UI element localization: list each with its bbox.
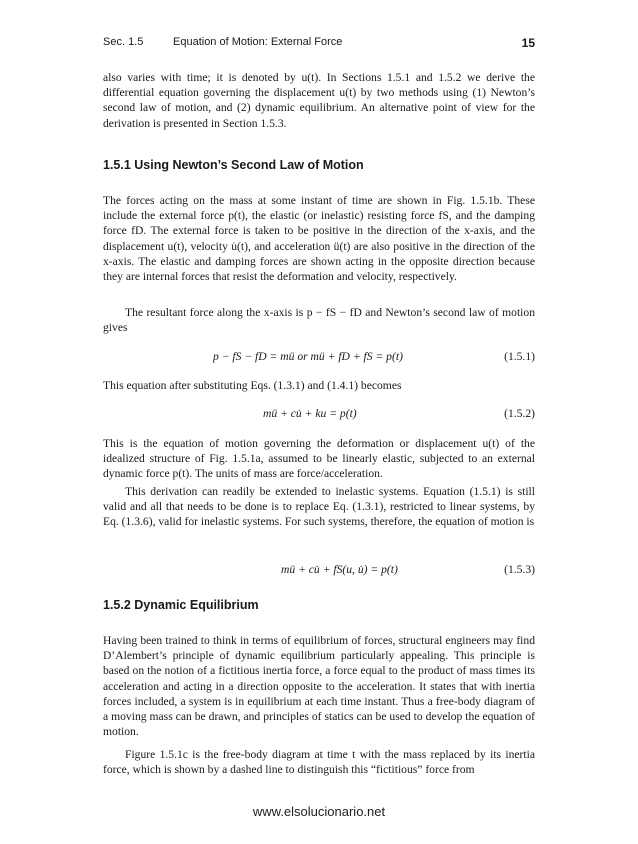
equation-number: (1.5.3)	[504, 563, 535, 576]
paragraph-resultant-force: The resultant force along the x-axis is p − fS − fD and Newton’s second law of motion gives	[103, 306, 535, 335]
paragraph-free-body-diagram: Figure 1.5.1c is the free-body diagram at time t with the mass replaced by its inertia force, which is shown by a dashed line to distinguish this “fictitious” force from	[103, 748, 535, 777]
chapter-section-title: Equation of Motion: External Force	[173, 36, 343, 48]
section-heading-1-5-2: 1.5.2 Dynamic Equilibrium	[103, 598, 259, 612]
equation-expression: p − fS − fD = mü or mü + fD + fS = p(t)	[213, 350, 403, 363]
page-number: 15	[521, 36, 535, 50]
section-heading-1-5-1: 1.5.1 Using Newton’s Second Law of Motion	[103, 158, 364, 172]
footer-watermark: www.elsolucionario.net	[252, 804, 386, 819]
paragraph-equation-of-motion: This is the equation of motion governing the deformation or displacement u(t) of the idealized structure of Fig. 1.5.1a, assumed to be linearly elastic, subjected to an external dynamic force p(t). The units of mass are force/acceleration.	[103, 437, 535, 481]
running-header	[103, 36, 535, 52]
paragraph-substitution: This equation after substituting Eqs. (1.3.1) and (1.4.1) becomes	[103, 379, 402, 392]
paragraph-forces: The forces acting on the mass at some instant of time are shown in Fig. 1.5.1b. These include the external force p(t), the elastic (or inelastic) resisting force fS, and the damping force fD. The external force is taken to be positive in the direction of the x-axis, and the displacement u(t), velocity u̇(t), and acceleration ü(t) are also positive in the direction of the x-axis. The elastic and damping forces are shown acting in the opposite direction because they are internal forces that resist the deformation and velocity, respectively.	[103, 194, 535, 284]
equation-1-5-3	[103, 563, 535, 579]
equation-1-5-1	[103, 350, 535, 366]
equation-expression: mü + cu̇ + ku = p(t)	[263, 407, 357, 420]
intro-paragraph: also varies with time; it is denoted by u(t). In Sections 1.5.1 and 1.5.2 we derive the differential equation governing the displacement u(t) by two methods using (1) Newton’s second law of motion, and (2) dynamic equilibrium. An alternative point of view for the derivation is presented in Section 1.5.3.	[103, 71, 535, 130]
equation-1-5-2	[103, 407, 535, 423]
equation-number: (1.5.2)	[504, 407, 535, 420]
equation-number: (1.5.1)	[504, 350, 535, 363]
equation-expression: mü + cu̇ + fS(u, u̇) = p(t)	[281, 563, 398, 576]
section-number: Sec. 1.5	[103, 36, 144, 48]
paragraph-inelastic-systems: This derivation can readily be extended to inelastic systems. Equation (1.5.1) is still valid and all that needs to be done is to replace Eq. (1.3.1), restricted to linear systems, by Eq. (1.3.6), valid for inelastic systems. For such systems, therefore, the equation of motion is	[103, 485, 535, 529]
paragraph-dalembert: Having been trained to think in terms of equilibrium of forces, structural engineers may find D’Alembert’s principle of dynamic equilibrium particularly appealing. This principle is based on the notion of a fictitious inertia force, a force equal to the product of mass times its acceleration and acting in a direction opposite to the acceleration. It states that with inertia forces included, a system is in equilibrium at each time instant. Thus a free-body diagram of a moving mass can be drawn, and principles of statics can be used to develop the equation of motion.	[103, 634, 535, 739]
